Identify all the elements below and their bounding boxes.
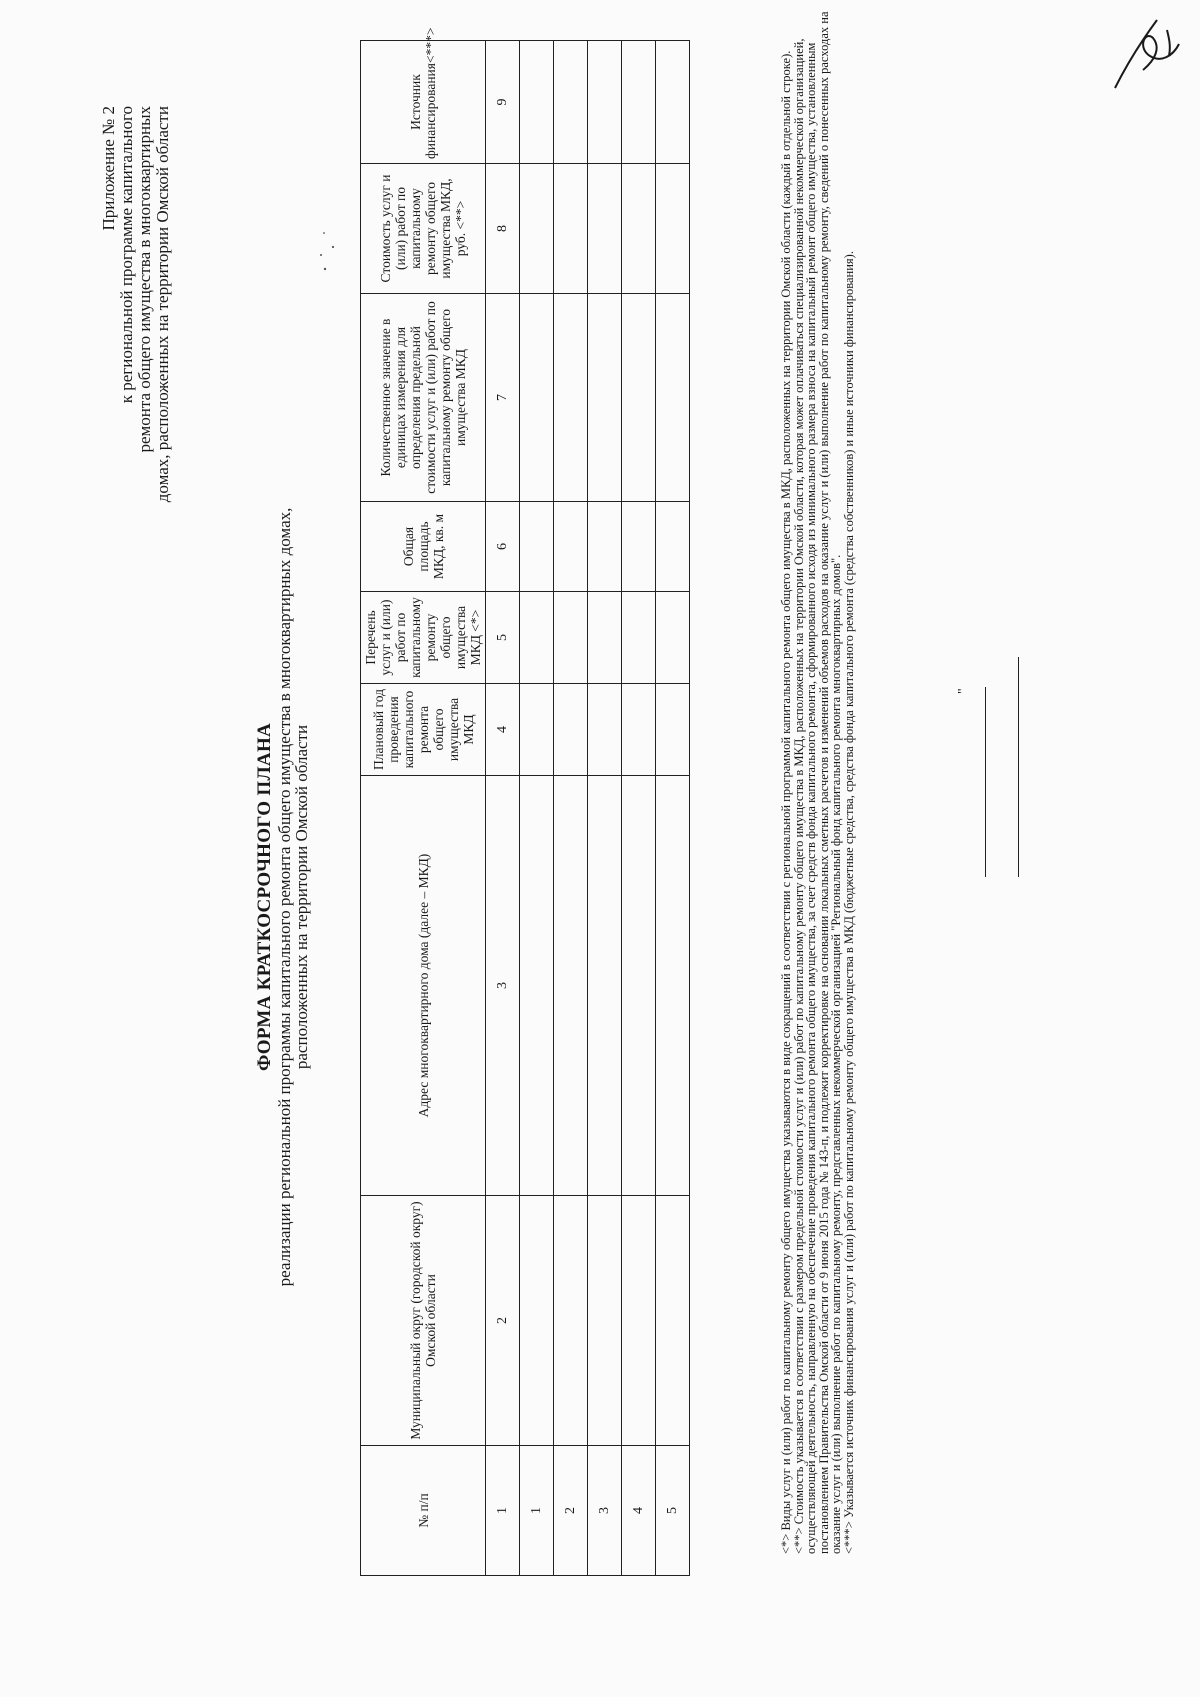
empty-cell bbox=[554, 41, 588, 164]
header-cell-works-list: Перечень услуг и (или) работ по капитальному ремонту общего имущества МКД <*> bbox=[361, 592, 486, 684]
empty-cell bbox=[554, 776, 588, 1196]
table-row bbox=[588, 41, 622, 1576]
header-cell-funding-source: Источник финансирования<***> bbox=[361, 41, 486, 164]
empty-cell bbox=[588, 776, 622, 1196]
empty-cell bbox=[622, 502, 656, 592]
empty-cell bbox=[554, 1196, 588, 1446]
appendix-line-2: к региональной программе капитального bbox=[117, 106, 136, 404]
empty-cell bbox=[622, 1196, 656, 1446]
header-cell-planned-year: Плановый год проведения капитального ремонта общего имущества МКД bbox=[361, 684, 486, 776]
header-cell-number: № п/п bbox=[361, 1446, 486, 1576]
appendix-number: Приложение № 2 bbox=[99, 106, 118, 231]
empty-cell bbox=[622, 41, 656, 164]
appendix-line-3: ремонта общего имущества в многоквартирных bbox=[135, 106, 154, 453]
closing-quote-mark: " bbox=[956, 688, 971, 694]
empty-cell bbox=[622, 294, 656, 502]
table-row bbox=[622, 41, 656, 1576]
empty-cell bbox=[656, 592, 690, 684]
form-subtitle-line-2: расположенных на территории Омской области bbox=[292, 724, 311, 1070]
empty-cell bbox=[520, 776, 554, 1196]
empty-cell bbox=[588, 1196, 622, 1446]
row-number: 3 bbox=[588, 1446, 622, 1576]
column-number: 4 bbox=[486, 684, 520, 776]
empty-cell bbox=[588, 684, 622, 776]
empty-cell bbox=[588, 164, 622, 294]
form-title: ФОРМА КРАТКОСРОЧНОГО ПЛАНА bbox=[254, 722, 275, 1072]
table-row bbox=[554, 41, 588, 1576]
empty-cell bbox=[520, 502, 554, 592]
empty-cell bbox=[588, 41, 622, 164]
empty-cell bbox=[520, 684, 554, 776]
empty-cell bbox=[520, 1196, 554, 1446]
empty-cell bbox=[554, 684, 588, 776]
column-number: 1 bbox=[486, 1446, 520, 1576]
column-number: 9 bbox=[486, 41, 520, 164]
column-number: 3 bbox=[486, 776, 520, 1196]
column-number: 6 bbox=[486, 502, 520, 592]
scan-speckle bbox=[315, 217, 345, 277]
empty-cell bbox=[554, 592, 588, 684]
empty-cell bbox=[520, 294, 554, 502]
form-title-block bbox=[254, 247, 310, 1547]
empty-cell bbox=[656, 502, 690, 592]
table-row bbox=[520, 41, 554, 1576]
empty-cell bbox=[656, 776, 690, 1196]
footnotes bbox=[780, 4, 856, 1554]
empty-cell bbox=[656, 41, 690, 164]
header-cell-address: Адрес многоквартирного дома (далее – МКД) bbox=[361, 776, 486, 1196]
column-number: 7 bbox=[486, 294, 520, 502]
closing-rule-line bbox=[1018, 657, 1019, 877]
empty-cell bbox=[622, 684, 656, 776]
row-number: 5 bbox=[656, 1446, 690, 1576]
empty-cell bbox=[656, 1196, 690, 1446]
empty-cell bbox=[554, 294, 588, 502]
column-number: 8 bbox=[486, 164, 520, 294]
empty-cell bbox=[520, 41, 554, 164]
column-number: 2 bbox=[486, 1196, 520, 1446]
form-subtitle-line-1: реализации региональной программы капитального ремонта общего имущества в многоквартирных домах, bbox=[275, 507, 294, 1287]
short-term-plan-table bbox=[360, 27, 690, 1576]
empty-cell bbox=[656, 294, 690, 502]
column-number-row bbox=[486, 41, 520, 1576]
header-cell-cost: Стоимость услуг и (или) работ по капитальному ремонту общего имущества МКД, руб. <**> bbox=[361, 164, 486, 294]
empty-cell bbox=[622, 164, 656, 294]
row-number: 2 bbox=[554, 1446, 588, 1576]
appendix-header bbox=[100, 106, 172, 626]
footnote-works-list: <*> Виды услуг и (или) работ по капитальному ремонту общего имущества указываются в виде сокращений в соответствии с региональной программой капитального ремонта общего имущества в МКД, расположенных на территории Омской области (каждый в отдельной строке). bbox=[779, 50, 793, 1554]
header-cell-total-area: Общая площадь МКД, кв. м bbox=[361, 502, 486, 592]
empty-cell bbox=[588, 294, 622, 502]
empty-cell bbox=[554, 502, 588, 592]
empty-cell bbox=[520, 592, 554, 684]
empty-cell bbox=[520, 164, 554, 294]
empty-cell bbox=[554, 164, 588, 294]
column-number: 5 bbox=[486, 592, 520, 684]
empty-cell bbox=[622, 592, 656, 684]
table-row bbox=[656, 41, 690, 1576]
closing-rule-line bbox=[985, 687, 986, 877]
header-cell-quantity: Количественное значение в единицах измерения для определения предельной стоимости услуг и (или) работ по капитальному ремонту общего имущества МКД bbox=[361, 294, 486, 502]
appendix-line-4: домах, расположенных на территории Омской области bbox=[153, 106, 172, 503]
empty-cell bbox=[588, 592, 622, 684]
row-number: 1 bbox=[520, 1446, 554, 1576]
table-header-row bbox=[361, 41, 486, 1576]
empty-cell bbox=[622, 776, 656, 1196]
footnote-cost: <**> Стоимость указывается в соответствии с размером предельной стоимости услуг и (или) работ по капитальному ремонту общего имущества в МКД, расположенных на территории Омской области, которая может оплачиваться специализированной некоммерческой организацией, осуществляющей деятельность, направленную на обеспечение проведения капитального ремонта общего имущества, за счет средств фонда капитального ремонта, сформированного исходя из минимального размера взноса на капитальный ремонт общего имущества, установленным постановлением Правительства Омской области от 9 июня 2015 года № 143-п, и подлежит корректировке на основании локальных сметных расчетов и изменений объемов расходов на оказание услуг и (или) выполнение работ по капитальному ремонту, сведений о понесенных расходах на оказание услуг и (или) выполнение работ по капитальному ремонту, представленных некоммерческой организацией "Региональный фонд капитального ремонта многоквартирных домов". bbox=[791, 11, 844, 1554]
empty-cell bbox=[656, 684, 690, 776]
footnote-funding-source: <***> Указывается источник финансирования услуг и (или) работ по капитальному ремонту общего имущества в МКД (бюджетные средства, средства фонда капитального ремонта (средства собственников) и иные источники финансирования). bbox=[841, 251, 856, 1554]
header-cell-district: Муниципальный округ (городской округ) Омской области bbox=[361, 1196, 486, 1446]
empty-cell bbox=[588, 502, 622, 592]
row-number: 4 bbox=[622, 1446, 656, 1576]
empty-cell bbox=[656, 164, 690, 294]
